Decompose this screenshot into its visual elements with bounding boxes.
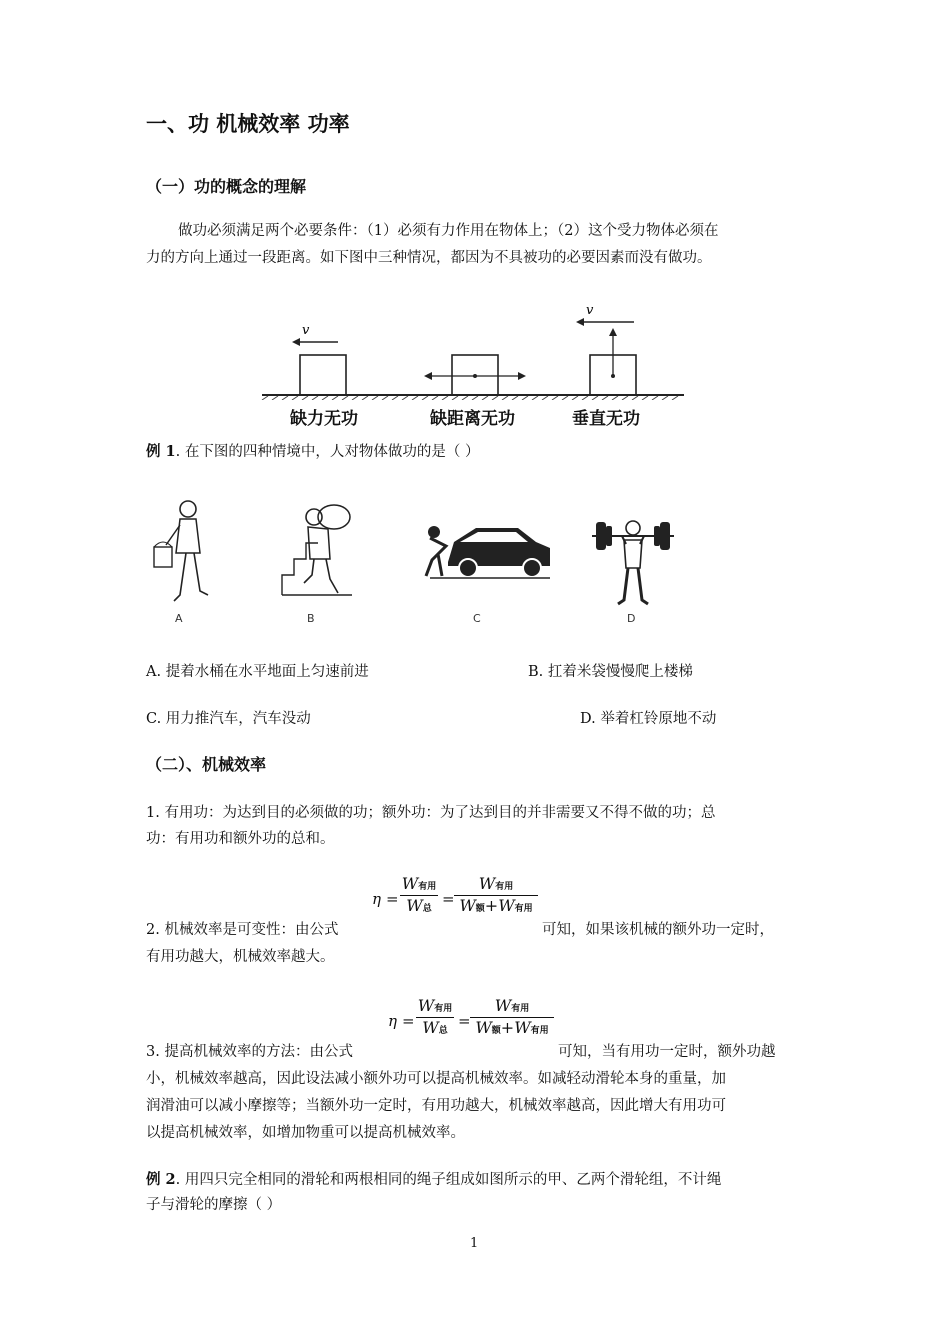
eta-symbol: η [372,890,381,908]
item-2-suffix: 可知，如果该机械的额外功一定时， [542,922,774,938]
picture-label-a: A [175,612,183,625]
picture-label-c: C [473,612,481,625]
efficiency-formula [388,996,558,1060]
subscript-useful: 有用 [514,904,533,914]
paragraph-line: 润滑油可以减小摩擦等；当额外功一定时，有用功越大，机械效率越高，因此增大有用功可 [146,1098,726,1114]
figure-caption-no-distance: 缺距离无功 [430,409,515,429]
paragraph-line: 子与滑轮的摩擦（ ） [146,1197,282,1213]
subscript-useful: 有用 [530,1026,549,1036]
subscript-extra: 额 [475,904,485,914]
paragraph-line: 以提高机械效率，如增加物重可以提高机械效率。 [146,1125,465,1141]
subscript-useful: 有用 [511,1004,530,1014]
subscript-useful: 有用 [434,1004,453,1014]
equals-sign: = [458,1012,471,1030]
plus-sign: + [484,896,499,915]
example-label: 例 1 [146,443,176,460]
figure-caption-no-force: 缺力无功 [290,409,358,429]
paragraph-line: 力的方向上通过一段距离。如下图中三种情况，都因为不具被功的必要因素而没有做功。 [146,250,712,266]
fraction-useful-over-total [416,996,454,1037]
w-symbol: W [459,896,476,915]
example-text: . 用四只完全相同的滑轮和两根相同的绳子组成如图所示的甲、乙两个滑轮组，不计绳 [175,1172,722,1188]
section-heading-work-concept: （一）功的概念的理解 [146,177,307,196]
efficiency-formula [372,874,542,938]
item-2-prefix: 2. 机械效率是可变性：由公式 [146,922,339,938]
w-symbol: W [417,996,435,1015]
fraction-useful-over-total [400,874,438,915]
person-pushing-car-image [420,510,555,595]
option-b: B. 扛着米袋慢慢爬上楼梯 [528,664,693,680]
no-work-figure [258,300,688,400]
w-symbol: W [475,1018,492,1037]
person-carrying-bag-upstairs-image [272,495,362,610]
picture-label-b: B [307,612,315,625]
paragraph-line: 小，机械效率越高，因此设法减小额外功可以提高机械效率。如减轻动滑轮本身的重量，加 [146,1071,726,1087]
item-3-prefix: 3. 提高机械效率的方法：由公式 [146,1044,353,1060]
w-symbol: W [514,1018,531,1037]
equals-sign: = [402,1012,415,1030]
w-symbol: W [498,896,515,915]
paragraph-line: 做功必须满足两个必要条件：（1）必须有力作用在物体上；（2）这个受力物体必须在 [178,223,719,239]
section-heading-mechanical-efficiency: （二）、机械效率 [146,755,267,774]
subscript-useful: 有用 [418,882,437,892]
person-holding-barbell-image [588,500,678,610]
w-symbol: W [494,996,512,1015]
page-title: 一、功 机械效率 功率 [146,111,350,136]
example-2-question [146,1166,810,1194]
plus-sign: + [500,1018,515,1037]
item-3-suffix: 可知，当有用功一定时，额外功越 [558,1044,776,1060]
paragraph-line: 功：有用功和额外功的总和。 [146,831,335,847]
subscript-useful: 有用 [495,882,514,892]
option-d: D. 举着杠铃原地不动 [580,711,717,727]
subscript-total: 总 [438,1026,448,1036]
paragraph-line: 有用功越大，机械效率越大。 [146,949,335,965]
paragraph-line: 1. 有用功：为达到目的必须做的功；额外功：为了达到目的并非需要又不得不做的功；总 [146,805,716,821]
subscript-extra: 额 [491,1026,501,1036]
subscript-total: 总 [422,904,432,914]
w-symbol: W [401,874,419,893]
figure-caption-perpendicular: 垂直无功 [572,409,640,429]
fraction-useful-over-sum [470,996,554,1037]
equals-sign: = [386,890,399,908]
equals-sign: = [442,890,455,908]
example-1-question [146,438,810,466]
option-c: C. 用力推汽车，汽车没动 [146,711,311,727]
page-number: 1 [470,1236,479,1251]
w-symbol: W [478,874,496,893]
w-symbol: W [422,1018,439,1037]
example-label: 例 2 [146,1171,176,1188]
eta-symbol: η [388,1012,397,1030]
w-symbol: W [406,896,423,915]
velocity-label: v [586,303,594,318]
option-a: A. 提着水桶在水平地面上匀速前进 [146,664,369,680]
person-carrying-bucket-image [146,495,226,610]
example-text: . 在下图的四种情境中，人对物体做功的是（ ） [175,444,480,460]
picture-label-d: D [627,612,636,625]
fraction-useful-over-sum [454,874,538,915]
velocity-label: v [302,323,310,338]
